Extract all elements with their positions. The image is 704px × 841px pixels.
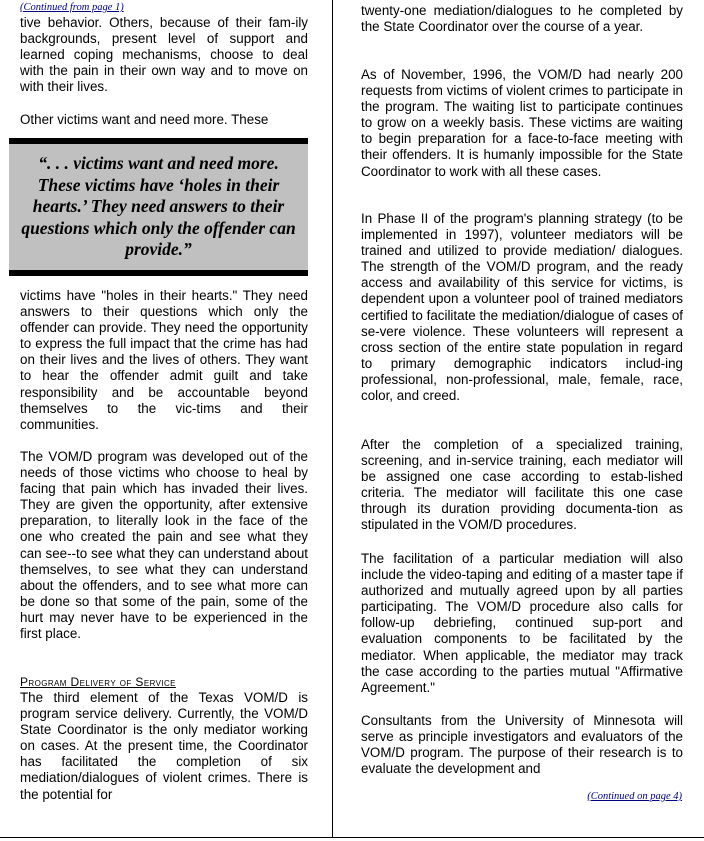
right-paragraph-5: The facilitation of a particular mediation will also include the video-taping and editing of a master tape if authorized and mutually agreed upon by all parties participating. The VOM/D procedure also calls for follow-up debriefing, continued sup-port and evaluation components to be facilitated by the mediator. When applicable, the mediator may track the case according to the parties mutual "Affirmative Agreement." <box>361 551 683 695</box>
right-paragraph-3: In Phase II of the program's planning strategy (to be implemented in 1997), volunteer mediators will be trained and utilized to provide mediation/ dialogues. The strength of the VOM/D program, and the ready access and availability of this service for victims, is dependent upon a volunteer pool of trained mediators certified to facilitate the mediation/dialogue of cases of se-vere violence. These volunteers will represent a cross section of the entire state population in regard to primary demographic indicators includ-ing professional, non-professional, male, female, race, color, and creed. <box>361 211 683 404</box>
left-paragraph-3: The VOM/D program was developed out of the needs of those victims who choose to heal by facing that pain which has invaded their lives. They are given the opportunity, after extensive preparation, to literally look in the face of the one who created the pain and see what they can see--to see what they can understand about themselves, to see what they can understand about the offenders, and to see what more can be done so that some of the pain, some of the hurt may never have to be experienced in the first place. <box>20 449 308 642</box>
pull-quote-text: “. . . victims want and need more. These victims have ‘holes in their hearts.’ They need answers to their questions which only the offender can provide.” <box>21 153 296 260</box>
continued-on-link[interactable]: (Continued on page 4) <box>587 791 682 802</box>
section-heading: Program Delivery of Service <box>20 675 176 689</box>
left-paragraph-1: tive behavior. Others, because of their fam-ily backgrounds, present level of support and learned coping mechanisms, choose to deal with the pain in their own way and to move on with their lives. <box>20 15 308 95</box>
right-paragraph-1: twenty-one mediation/dialogues to he completed by the State Coordinator over the course of a year. <box>361 3 683 35</box>
right-paragraph-2: As of November, 1996, the VOM/D had nearly 200 requests from victims of violent crimes to participate in the program. The waiting list to participate continues to grow on a weekly basis. These victims are waiting to begin preparation for a face-to-face meeting with their offenders. It is humanly impossible for the State Coordinator to work with all these cases. <box>361 67 683 179</box>
right-paragraph-4: After the completion of a specialized training, screening, and in-service training, each mediator will be assigned one case according to estab-lished criteria. The mediator will facilitate this one case through its duration providing documenta-tion as stipulated in the VOM/D procedures. <box>361 437 683 533</box>
bottom-rule <box>0 837 704 838</box>
continued-from-link[interactable]: (Continued from page 1) <box>20 2 124 13</box>
column-divider <box>332 0 333 838</box>
left-paragraph-2-cont: victims have "holes in their hearts." They need answers to their questions which only the offender can provide. They need the opportunity to express the full impact that the crime has had on their lives and the lives of others. They want to hear the offender admit guilt and take responsibility and be accountable beyond themselves to the vic-tims and their communities. <box>20 288 308 432</box>
left-paragraph-4: The third element of the Texas VOM/D is program service delivery. Currently, the VOM/D State Coordinator is the only mediator working on cases. At the present time, the Coordinator has facilitated the completion of six mediation/dialogues of violent crimes. There is the potential for <box>20 690 308 802</box>
left-paragraph-2-start: Other victims want and need more. These <box>20 112 269 127</box>
right-paragraph-6: Consultants from the University of Minnesota will serve as principle investigators and evaluators of the VOM/D program. The purpose of their research is to evaluate the development and <box>361 713 683 777</box>
pull-quote-box <box>9 138 308 276</box>
